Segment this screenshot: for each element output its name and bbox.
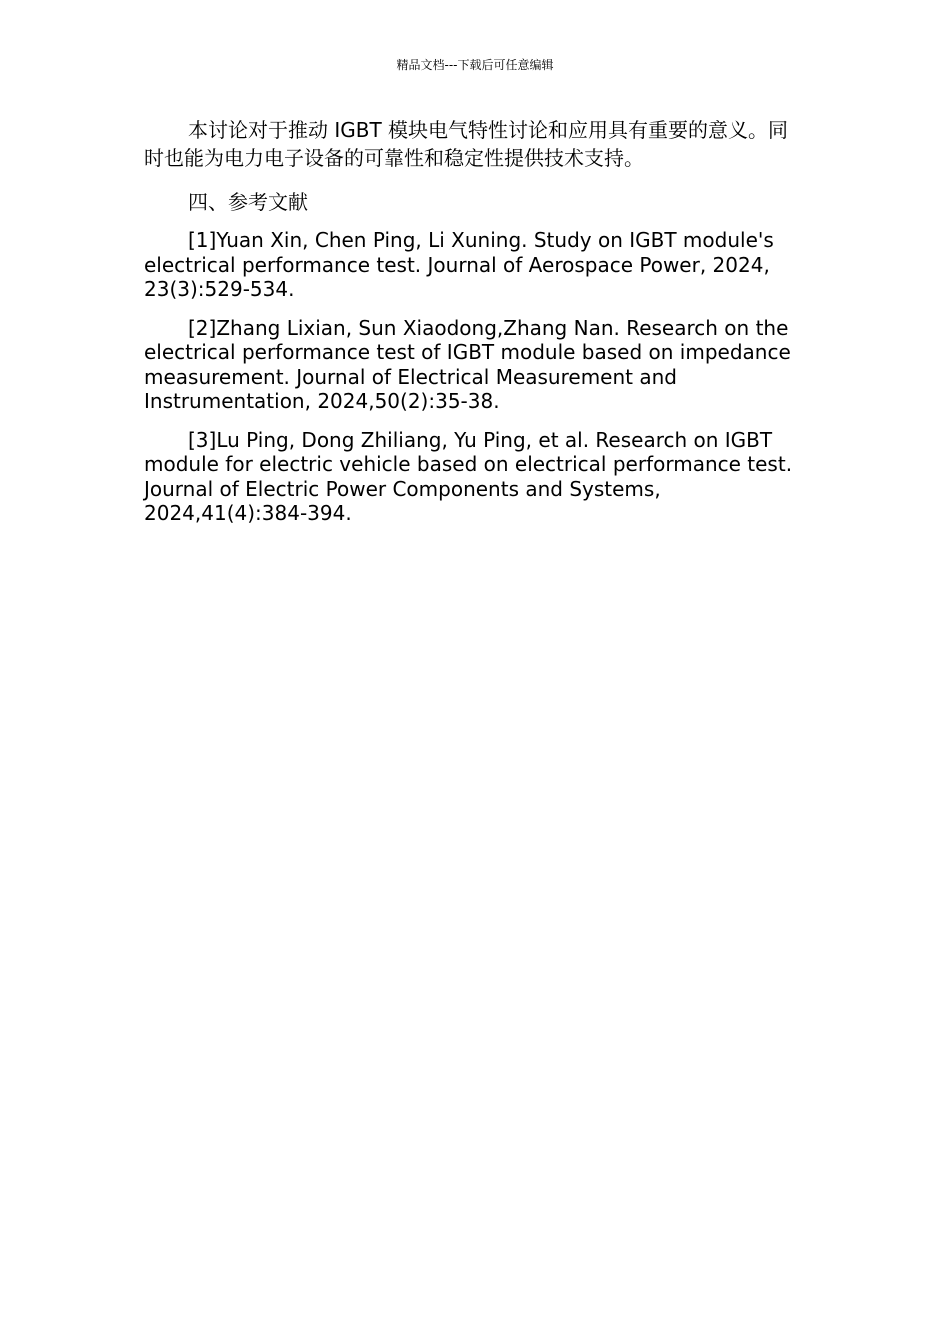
reference-item-2: [2]Zhang Lixian, Sun Xiaodong,Zhang Nan. Research on the electrical performance test of IGBT module based on impedance measurement. Journal of Electrical Measurement and Instrumentation, 2024,50(2):35-38. <box>144 315 791 413</box>
document-body <box>144 116 808 540</box>
section-heading-references: 四、参考文献 <box>188 190 308 214</box>
intro-paragraph: 本讨论对于推动 IGBT 模块电气特性讨论和应用具有重要的意义。同时也能为电力电子设备的可靠性和稳定性提供技术支持。 <box>144 118 789 170</box>
reference-item-3: [3]Lu Ping, Dong Zhiliang, Yu Ping, et al. Research on IGBT module for electric vehicle based on electrical performance test. Journal of Electric Power Components and Systems, 2024,41(4):384-394. <box>144 427 793 525</box>
reference-item-1: [1]Yuan Xin, Chen Ping, Li Xuning. Study on IGBT module's electrical performance test. Journal of Aerospace Power, 2024, 23(3):529-534. <box>144 228 774 301</box>
page-header: 精品文档---下载后可任意编辑 <box>396 58 554 72</box>
